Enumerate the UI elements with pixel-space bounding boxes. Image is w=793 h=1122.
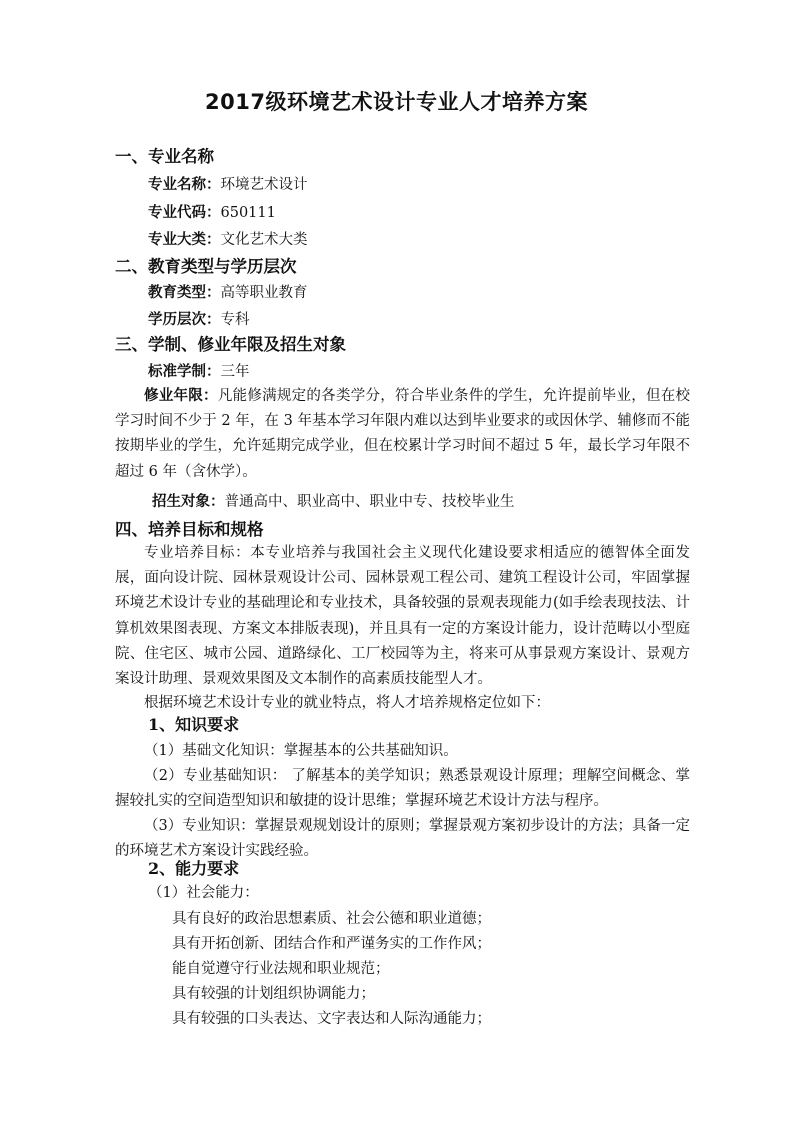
field-label: 教育类型：: [148, 284, 221, 301]
field-label: 标准学制：: [148, 363, 221, 380]
section-heading-3: 三、学制、修业年限及招生对象: [115, 335, 346, 354]
field-enrollment-target: [152, 492, 515, 512]
field-standard-duration: [148, 362, 250, 382]
field-value: 650111: [220, 205, 276, 221]
field-value: 普通高中、职业高中、职业中专、技校毕业生: [224, 494, 515, 510]
field-value: 环境艺术设计: [220, 177, 308, 193]
training-spec-paragraph: 根据环境艺术设计专业的就业特点，将人才培养规格定位如下：: [144, 695, 550, 711]
field-value: 专科: [220, 312, 250, 328]
field-education-level: [148, 310, 250, 330]
section-heading-4: 四、培养目标和规格: [115, 520, 264, 539]
knowledge-item-3: （3）专业知识：掌握景观规划设计的原则；掌握景观方案初步设计的方法；具备一定的环境艺术方案设计实践经验。: [115, 818, 690, 860]
field-major-category: [148, 230, 308, 250]
field-value: 凡能修满规定的各类学分，符合毕业条件的学生，允许提前毕业，但在校学习时间不少于 2 年，在 3 年基本学习年限内难以达到毕业要求的或因休学、辅修而不能按期毕业的学生，允许延期完成学业，但在校累计学习时间不超过 5 年，最长学习年限不超过 6 年（含休学）。: [115, 388, 691, 480]
subheading-knowledge: 1、知识要求: [148, 715, 240, 734]
document-title: 2017级环境艺术设计专业人才培养方案: [205, 90, 588, 114]
field-label: 招生对象：: [152, 493, 225, 510]
section-heading-1: 一、专业名称: [115, 147, 214, 166]
ability-item: 具有良好的政治思想素质、社会公德和职业道德；: [172, 911, 491, 927]
field-label: 学历层次：: [148, 311, 221, 328]
knowledge-item-2: （2）专业基础知识： 了解基本的美学知识；熟悉景观设计原理；理解空间概念、掌握较扎实的空间造型知识和敏捷的设计思维；掌握环境艺术设计方法与程序。: [115, 768, 690, 810]
field-label: 专业大类：: [148, 231, 221, 248]
ability-item: 具有较强的口头表达、文字表达和人际沟通能力；: [172, 1011, 491, 1027]
training-goal-paragraph: 专业培养目标：本专业培养与我国社会主义现代化建设要求相适应的德智体全面发展，面向设计院、园林景观设计公司、园林景观工程公司、建筑工程设计公司，牢固掌握环境艺术设计专业的基础理论和专业技术，具备较强的景观表现能力(如手绘表现技法、计算机效果图表现、方案文本排版表现)，并且具有一定的方案设计能力，设计范畴以小型庭院、住宅区、城市公园、道路绿化、工厂校园等为主，将来可从事景观方案设计、景观方案设计助理、景观效果图及文本制作的高素质技能型人才。: [115, 545, 690, 688]
field-value: 三年: [220, 364, 250, 380]
field-value: 文化艺术大类: [220, 232, 308, 248]
field-value: 高等职业教育: [220, 285, 308, 301]
field-major-name: [148, 175, 308, 195]
ability-sub-social: （1）社会能力：: [148, 885, 259, 901]
field-label: 专业代码：: [148, 204, 221, 221]
subheading-ability: 2、能力要求: [148, 859, 240, 878]
ability-item: 能自觉遵守行业法规和职业规范；: [172, 961, 390, 977]
knowledge-item-1: （1）基础文化知识：掌握基本的公共基础知识。: [144, 743, 458, 759]
field-education-type: [148, 283, 308, 303]
ability-item: 具有较强的计划组织协调能力；: [172, 986, 375, 1002]
field-label: 修业年限：: [144, 387, 218, 404]
field-label: 专业名称：: [148, 176, 221, 193]
field-major-code: [148, 203, 276, 223]
field-study-years: [115, 383, 690, 485]
section-heading-2: 二、教育类型与学历层次: [115, 257, 297, 276]
ability-item: 具有开拓创新、团结合作和严谨务实的工作作风；: [172, 936, 491, 952]
